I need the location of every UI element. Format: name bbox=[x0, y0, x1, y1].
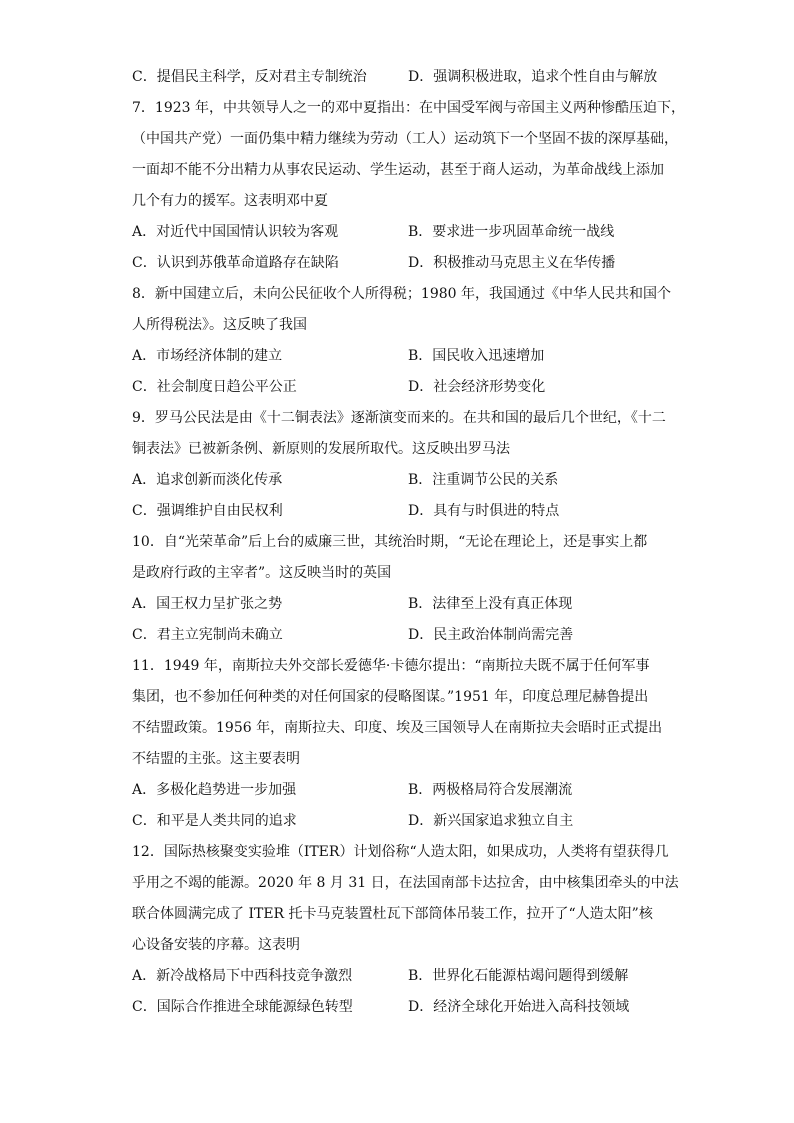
q6-options-row-cd bbox=[132, 62, 680, 93]
q7-stem-line: （中国共产党）一面仍集中精力继续为劳动（工人）运动筑下一个坚固不拔的深厚基础， bbox=[132, 131, 678, 147]
q9-stem-line: 9．罗马公民法是由《十二铜表法》逐渐演变而来的。在共和国的最后几个世纪，《十二 bbox=[132, 410, 666, 426]
q9-option-c: C．强调维护自由民权利 bbox=[132, 503, 283, 519]
question-12 bbox=[132, 837, 680, 1023]
q10-options-row-cd bbox=[132, 620, 680, 651]
q9-options-row-cd bbox=[132, 496, 680, 527]
q9-stem-line: 铜表法》已被新条例、新原则的发展所取代。这反映出罗马法 bbox=[132, 441, 510, 457]
q12-stem-line: 联合体圆满完成了 ITER 托卡马克装置杜瓦下部筒体吊装工作，拉开了“人造太阳”核 bbox=[132, 906, 653, 922]
q10-option-a: A．国王权力呈扩张之势 bbox=[132, 596, 283, 612]
q12-stem-line: 心设备安装的序幕。这表明 bbox=[132, 937, 300, 953]
q8-option-a: A．市场经济体制的建立 bbox=[132, 348, 283, 364]
q9-option-d: D．具有与时俱进的特点 bbox=[408, 503, 560, 519]
q12-stem-line: 12．国际热核聚变实验堆（ITER）计划俗称“人造太阳，如果成功，人类将有望获得几 bbox=[132, 844, 669, 860]
q11-stem-line: 不结盟政策。1956 年，南斯拉夫、印度、埃及三国领导人在南斯拉夫会晤时正式提出 bbox=[132, 720, 663, 736]
q8-option-c: C．社会制度日趋公平公正 bbox=[132, 379, 297, 395]
q11-option-b: B．两极格局符合发展潮流 bbox=[408, 782, 573, 798]
q11-stem-line: 集团，也不参加任何种类的对任何国家的侵略图谋。”1951 年，印度总理尼赫鲁提出 bbox=[132, 689, 649, 705]
q7-stem-line: 一面却不能不分出精力从事农民运动、学生运动，甚至于商人运动，为革命战线上添加 bbox=[132, 162, 664, 178]
q12-option-a: A．新冷战格局下中西科技竞争激烈 bbox=[132, 968, 353, 984]
q7-options-row-cd bbox=[132, 248, 680, 279]
q7-option-b: B．要求进一步巩固革命统一战线 bbox=[408, 224, 615, 240]
question-11 bbox=[132, 651, 680, 837]
q8-stem-line: 人所得税法》。这反映了我国 bbox=[132, 317, 307, 333]
q8-option-d: D．社会经济形势变化 bbox=[408, 379, 546, 395]
page-content bbox=[132, 62, 685, 1023]
q12-option-d: D．经济全球化开始进入高科技领域 bbox=[408, 999, 630, 1015]
q8-option-b: B．国民收入迅速增加 bbox=[408, 348, 545, 364]
q12-option-c: C．国际合作推进全球能源绿色转型 bbox=[132, 999, 353, 1015]
q8-stem-line: 8．新中国建立后，未向公民征收个人所得税；1980 年，我国通过《中华人民共和国个 bbox=[132, 286, 671, 302]
q10-stem-line: 10．自“光荣革命”后上台的威廉三世，其统治时期，“无论在理论上，还是事实上都 bbox=[132, 534, 648, 550]
q8-options-row-ab bbox=[132, 341, 680, 372]
q9-option-a: A．追求创新而淡化传承 bbox=[132, 472, 283, 488]
q12-stem-line: 乎用之不竭的能源。2020 年 8 月 31 日，在法国南部卡达拉舍，由中核集团牵头的中法 bbox=[132, 875, 679, 891]
q12-options-row-cd bbox=[132, 992, 680, 1023]
q11-option-c: C．和平是人类共同的追求 bbox=[132, 813, 297, 829]
q11-stem-line: 11．1949 年，南斯拉夫外交部长爱德华·卡德尔提出：“南斯拉夫既不属于任何军事 bbox=[132, 658, 650, 674]
q11-options-row-cd bbox=[132, 806, 680, 837]
q7-options-row-ab bbox=[132, 217, 680, 248]
q12-option-b: B．世界化石能源枯竭问题得到缓解 bbox=[408, 968, 629, 984]
q10-option-b: B．法律至上没有真正体现 bbox=[408, 596, 573, 612]
q7-option-d: D．积极推动马克思主义在华传播 bbox=[408, 255, 616, 271]
q7-stem-line: 7．1923 年，中共领导人之一的邓中夏指出：在中国受军阀与帝国主义两种惨酷压迫下， bbox=[132, 100, 685, 116]
q11-option-a: A．多极化趋势进一步加强 bbox=[132, 782, 297, 798]
question-8 bbox=[132, 279, 680, 403]
q6-option-d: D．强调积极进取，追求个性自由与解放 bbox=[408, 69, 658, 85]
q9-options-row-ab bbox=[132, 465, 680, 496]
q10-options-row-ab bbox=[132, 589, 680, 620]
q12-options-row-ab bbox=[132, 961, 680, 992]
q6-option-c: C．提倡民主科学，反对君主专制统治 bbox=[132, 69, 367, 85]
question-9 bbox=[132, 403, 680, 527]
q9-option-b: B．注重调节公民的关系 bbox=[408, 472, 559, 488]
q7-option-a: A．对近代中国国情认识较为客观 bbox=[132, 224, 339, 240]
q11-stem-line: 不结盟的主张。这主要表明 bbox=[132, 751, 300, 767]
q10-option-c: C．君主立宪制尚未确立 bbox=[132, 627, 283, 643]
question-7 bbox=[132, 93, 685, 279]
q10-option-d: D．民主政治体制尚需完善 bbox=[408, 627, 574, 643]
question-10 bbox=[132, 527, 680, 651]
q7-option-c: C．认识到苏俄革命道路存在缺陷 bbox=[132, 255, 339, 271]
q8-options-row-cd bbox=[132, 372, 680, 403]
q7-stem-line: 几个有力的援军。这表明邓中夏 bbox=[132, 193, 328, 209]
q11-options-row-ab bbox=[132, 775, 680, 806]
q11-option-d: D．新兴国家追求独立自主 bbox=[408, 813, 574, 829]
q10-stem-line: 是政府行政的主宰者”。这反映当时的英国 bbox=[132, 565, 392, 581]
